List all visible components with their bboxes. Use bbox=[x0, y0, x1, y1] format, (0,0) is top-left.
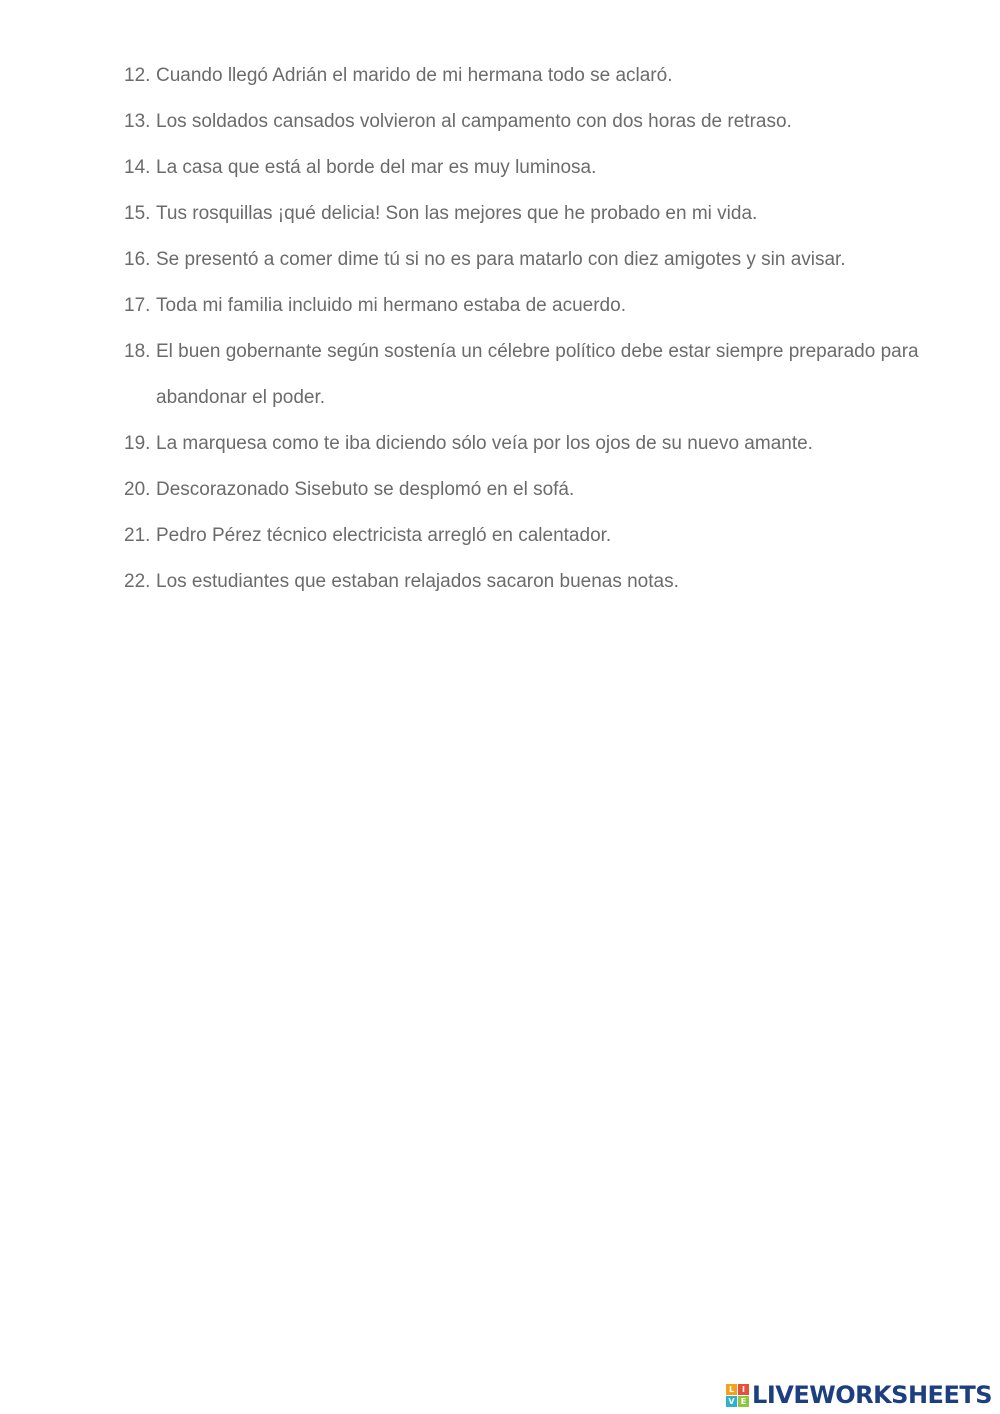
item-text: Toda mi familia incluido mi hermano estaba de acuerdo. bbox=[156, 295, 626, 316]
item-number: 17. bbox=[124, 295, 151, 316]
item-number: 20. bbox=[124, 479, 151, 500]
item-number: 19. bbox=[124, 433, 151, 454]
list-item bbox=[0, 145, 946, 191]
list-item bbox=[0, 421, 946, 467]
sentence-list bbox=[0, 53, 1000, 605]
logo-tile: E bbox=[738, 1396, 749, 1407]
item-number: 16. bbox=[124, 249, 151, 270]
item-number: 15. bbox=[124, 203, 151, 224]
logo-tile: V bbox=[726, 1396, 737, 1407]
list-item bbox=[0, 559, 946, 605]
item-number: 22. bbox=[124, 571, 151, 592]
list-item bbox=[0, 283, 946, 329]
item-text: Se presentó a comer dime tú si no es para matarlo con diez amigotes y sin avisar. bbox=[156, 249, 846, 270]
list-item bbox=[0, 329, 946, 421]
item-number: 13. bbox=[124, 111, 151, 132]
liveworksheets-logo bbox=[726, 1382, 992, 1408]
item-text: Descorazonado Sisebuto se desplomó en el sofá. bbox=[156, 479, 575, 500]
item-text: El buen gobernante según sostenía un célebre político debe estar siempre preparado para abandonar el poder. bbox=[156, 341, 919, 408]
item-text: Cuando llegó Adrián el marido de mi hermana todo se aclaró. bbox=[156, 65, 673, 86]
brand-name: LIVEWORKSHEETS bbox=[752, 1381, 992, 1409]
list-item bbox=[0, 99, 946, 145]
item-text: Los soldados cansados volvieron al campamento con dos horas de retraso. bbox=[156, 111, 792, 132]
list-item bbox=[0, 467, 946, 513]
logo-tile: I bbox=[738, 1384, 749, 1395]
item-number: 21. bbox=[124, 525, 151, 546]
item-text: Los estudiantes que estaban relajados sacaron buenas notas. bbox=[156, 571, 679, 592]
brand-logo-icon bbox=[726, 1384, 749, 1407]
item-number: 12. bbox=[124, 65, 151, 86]
list-item bbox=[0, 237, 946, 283]
item-number: 18. bbox=[124, 341, 151, 362]
list-item bbox=[0, 513, 946, 559]
item-number: 14. bbox=[124, 157, 151, 178]
logo-tile: L bbox=[726, 1384, 737, 1395]
item-text: Tus rosquillas ¡qué delicia! Son las mejores que he probado en mi vida. bbox=[156, 203, 758, 224]
list-item bbox=[0, 191, 946, 237]
list-item bbox=[0, 53, 946, 99]
item-text: Pedro Pérez técnico electricista arregló en calentador. bbox=[156, 525, 612, 546]
item-text: La marquesa como te iba diciendo sólo veía por los ojos de su nuevo amante. bbox=[156, 433, 813, 454]
item-text: La casa que está al borde del mar es muy luminosa. bbox=[156, 157, 597, 178]
